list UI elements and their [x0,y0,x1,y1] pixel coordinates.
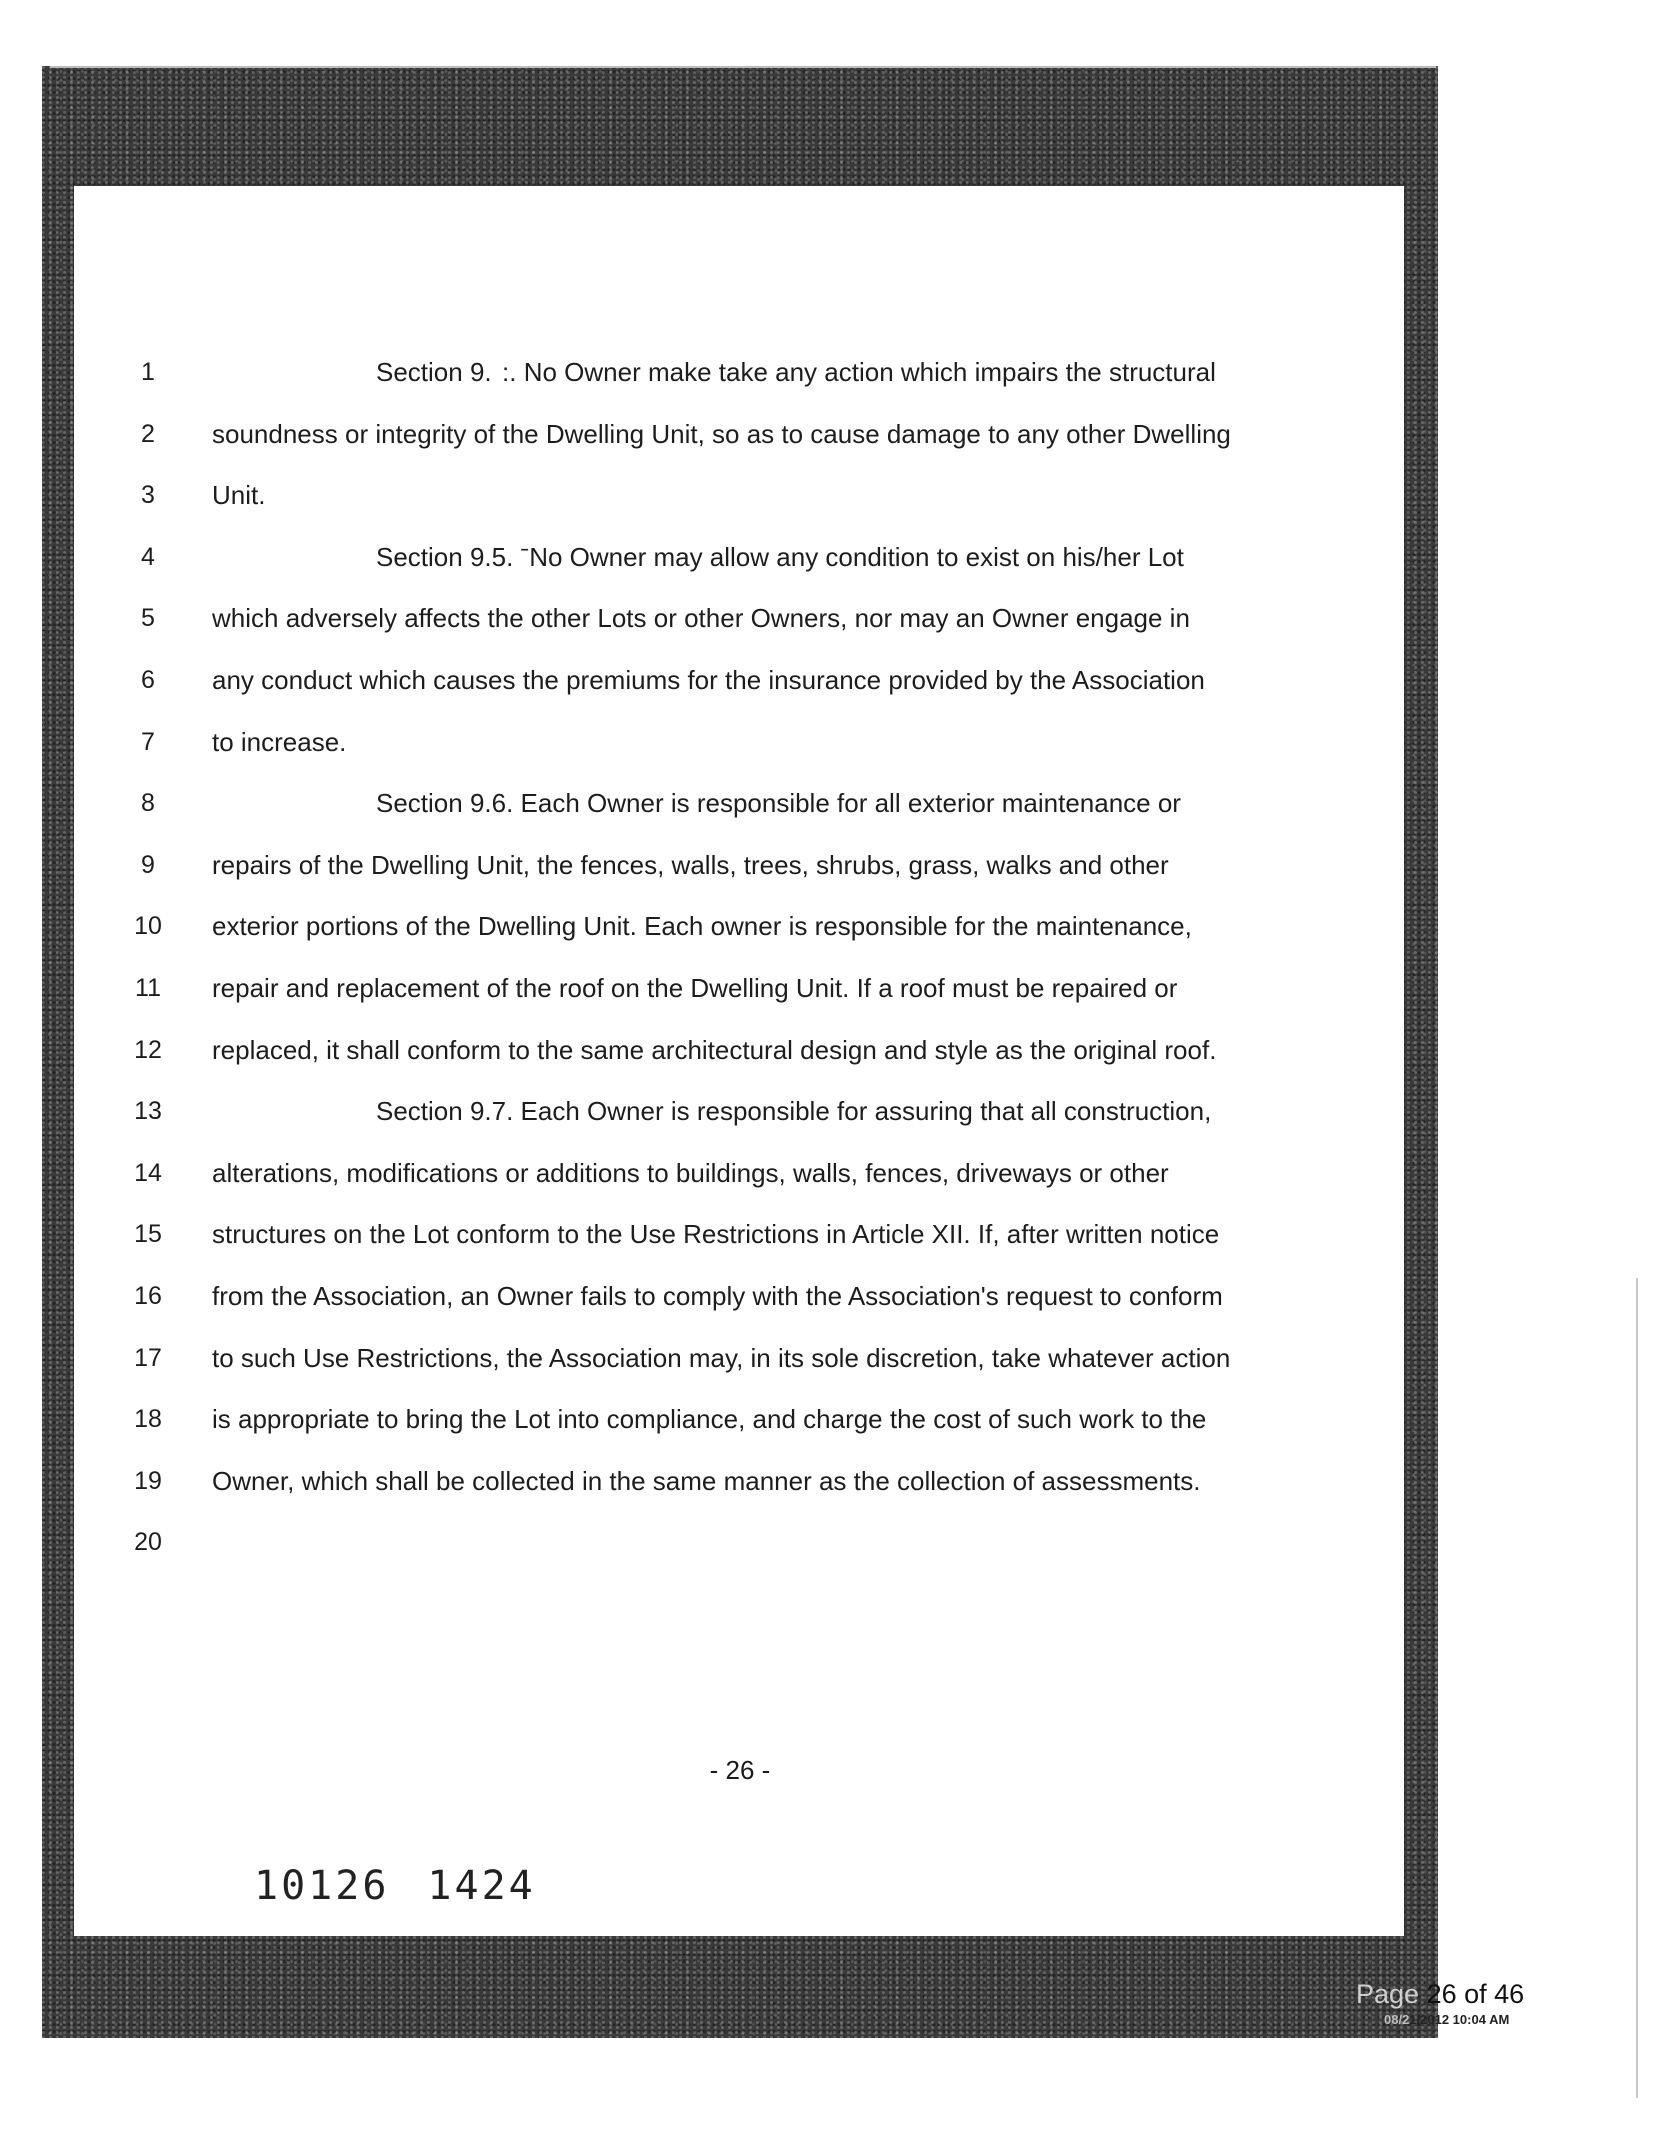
line-number: 10 [134,912,162,940]
print-timestamp [1384,2012,1509,2028]
line-number: 8 [141,789,155,817]
line-number: 9 [141,851,155,879]
recording-page: 1424 [427,1863,536,1909]
page-counter-prefix: Page [1356,1979,1420,2009]
line-number: 7 [141,728,155,756]
recording-book: 10126 [254,1863,390,1909]
body-line: which adversely affects the other Lots or other Owners, nor may an Owner engage in [212,603,1190,633]
line-number: 11 [135,974,161,1002]
body-line: Section 9. :. No Owner make take any action which impairs the structural [376,357,1216,387]
line-number: 12 [134,1036,162,1064]
body-line: Section 9.6. Each Owner is responsible for all exterior maintenance or [376,788,1181,818]
line-number: 20 [134,1528,162,1556]
body-line: is appropriate to bring the Lot into compliance, and charge the cost of such work to the [212,1404,1207,1434]
line-number: 4 [141,543,155,571]
body-line: any conduct which causes the premiums for the insurance provided by the Association [212,665,1205,695]
body-line: Unit. [212,480,266,510]
line-number: 3 [141,481,155,509]
right-edge-rule [1636,1278,1638,2098]
body-line: repair and replacement of the roof on the Dwelling Unit. If a roof must be repaired or [212,973,1178,1003]
body-line: soundness or integrity of the Dwelling Unit, so as to cause damage to any other Dwelling [212,419,1231,449]
body-line: exterior portions of the Dwelling Unit. Each owner is responsible for the maintenance, [212,911,1192,941]
line-number: 19 [134,1467,162,1495]
line-number: 2 [141,420,155,448]
print-timestamp-prefix: 08/2 [1384,2012,1410,2027]
line-number: 5 [141,604,155,632]
print-timestamp-value: 1/2012 10:04 AM [1409,2012,1510,2027]
page-number: - 26 - [709,1755,771,1785]
body-line: to increase. [212,727,347,757]
body-line: structures on the Lot conform to the Use Restrictions in Article XII. If, after written notice [212,1219,1220,1249]
body-line: Owner, which shall be collected in the same manner as the collection of assessments. [212,1466,1201,1496]
line-number: 18 [134,1405,162,1433]
line-number: 17 [134,1344,162,1372]
body-line: Section 9.7. Each Owner is responsible for assuring that all construction, [376,1096,1212,1126]
line-number: 13 [134,1097,162,1125]
line-number: 15 [134,1220,162,1248]
body-line: to such Use Restrictions, the Association may, in its sole discretion, take whatever action [212,1343,1231,1373]
body-line: replaced, it shall conform to the same architectural design and style as the original roof. [212,1035,1217,1065]
body-line: from the Association, an Owner fails to comply with the Association's request to conform [212,1281,1223,1311]
line-number: 1 [141,358,155,386]
line-number: 6 [141,666,155,694]
page-counter-value: 26 of 46 [1419,1979,1525,2009]
line-number: 14 [134,1159,162,1187]
body-line: repairs of the Dwelling Unit, the fences, walls, trees, shrubs, grass, walks and other [212,850,1169,880]
page-counter [1356,1978,1524,2010]
body-line: Section 9.5. ˉNo Owner may allow any condition to exist on his/her Lot [376,542,1184,572]
scan-top-rule [50,66,1436,68]
recording-reference [254,1862,574,1910]
line-number: 16 [134,1282,162,1310]
body-line: alterations, modifications or additions to buildings, walls, fences, driveways or other [212,1158,1169,1188]
